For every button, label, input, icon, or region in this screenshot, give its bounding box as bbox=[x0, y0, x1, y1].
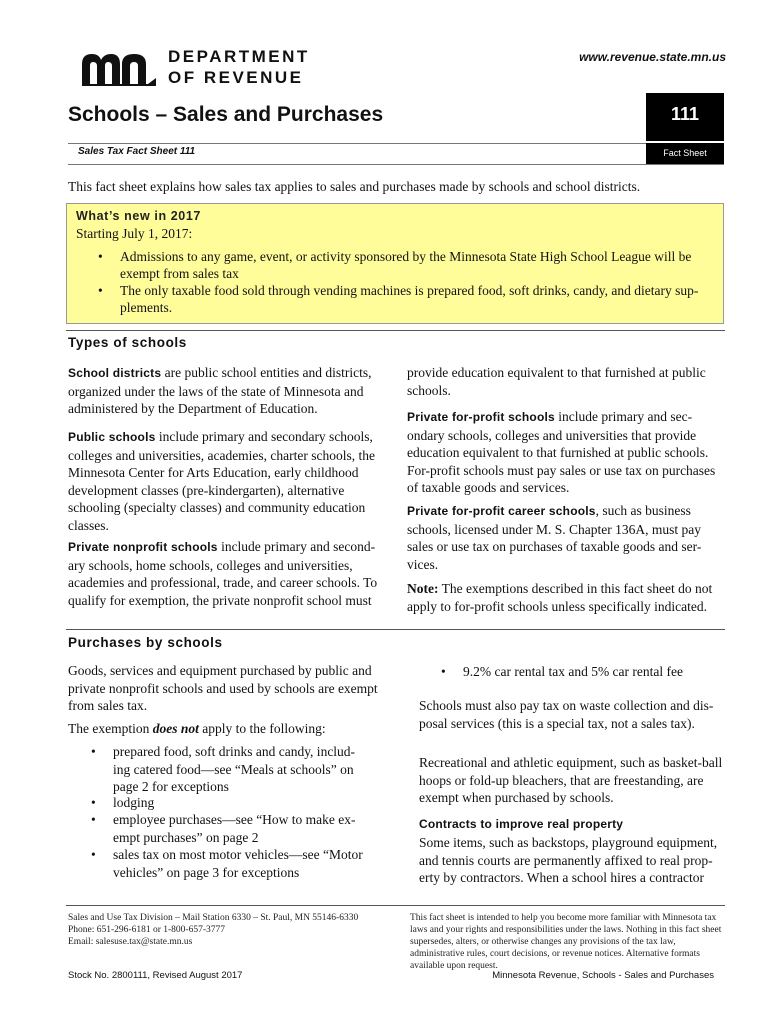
list-item: • lodging bbox=[91, 795, 155, 810]
page-title: Schools – Sales and Purchases bbox=[68, 103, 384, 126]
bullet-icon: • bbox=[91, 847, 96, 862]
bullet-icon: • bbox=[91, 812, 96, 827]
list-item: • prepared food, soft drinks and candy, includ-ing catered food—see “Meals at schools” on page 2 for exceptions bbox=[91, 744, 356, 794]
bullet-icon: • bbox=[98, 249, 103, 264]
list-item: • Admissions to any game, event, or activity sponsored by the Minnesota State High School League will be exempt from sales tax bbox=[98, 249, 692, 281]
note-paragraph: Note: The exemptions described in this fact sheet do not apply to for-profit schools unless specifically indicated. bbox=[407, 581, 713, 614]
whats-new-start: Starting July 1, 2017: bbox=[76, 226, 193, 241]
whats-new-title: What’s new in 2017 bbox=[76, 209, 201, 223]
section-heading-types: Types of schools bbox=[68, 335, 187, 350]
waste-collection-paragraph: Schools must also pay tax on waste collection and dis-posal services (this is a special tax, not a sales tax). bbox=[419, 698, 714, 731]
section-heading-purchases: Purchases by schools bbox=[68, 635, 223, 650]
forprofit-schools-paragraph: Private for-profit schools include primary and sec-ondary schools, colleges and universities that provide education equivalent to that furnished at public schools. For-profit schools must pay sales or use tax on purchases of taxable goods and services. bbox=[407, 409, 716, 495]
section-divider bbox=[66, 629, 725, 630]
list-item: • employee purchases—see “How to make ex-empt purchases” on page 2 bbox=[91, 812, 356, 845]
contracts-heading: Contracts to improve real property bbox=[419, 817, 624, 831]
recreational-equipment-paragraph: Recreational and athletic equipment, such as basket-ball hoops or fold-up bleachers, that are freestanding, are exempt when purchased by schools. bbox=[419, 755, 723, 805]
bullet-icon: • bbox=[441, 664, 446, 679]
nonprofit-continued-paragraph: provide education equivalent to that furnished at public schools. bbox=[407, 365, 706, 398]
bullet-icon: • bbox=[91, 744, 96, 759]
list-item: • sales tax on most motor vehicles—see “Motor vehicles” on page 3 for exceptions bbox=[91, 847, 363, 880]
list-item: • The only taxable food sold through vending machines is prepared food, soft drinks, candy, and dietary sup-plements. bbox=[98, 283, 699, 315]
department-name-line1: DEPARTMENT bbox=[168, 47, 310, 66]
fact-sheet-badge: Fact Sheet bbox=[646, 143, 724, 164]
exemption-paragraph: The exemption does not apply to the following: bbox=[68, 721, 326, 736]
career-schools-paragraph: Private for-profit career schools, such as business schools, licensed under M. S. Chapter 136A, must pay sales or use tax on purchases of taxable goods and ser-vices. bbox=[407, 503, 702, 572]
nonprofit-schools-paragraph: Private nonprofit schools include primary and second-ary schools, home schools, colleges and universities, academies and professional, trade, and career schools. To qualify for exemption, the private nonprofit school must bbox=[68, 539, 378, 608]
contracts-paragraph: Some items, such as backstops, playground equipment, and tennis courts are permanently affixed to real prop-erty by contractors. When a school hires a contractor bbox=[419, 835, 718, 885]
section-divider bbox=[66, 330, 725, 331]
purchases-exempt-paragraph: Goods, services and equipment purchased by public and private nonprofit schools and used by schools are exempt from sales tax. bbox=[68, 663, 378, 713]
mn-logo-icon bbox=[80, 50, 158, 86]
stock-number: Stock No. 2800111, Revised August 2017 bbox=[68, 970, 243, 981]
footer-document-name: Minnesota Revenue, Schools - Sales and Purchases bbox=[492, 970, 714, 981]
footer-contact: Sales and Use Tax Division – Mail Station 6330 – St. Paul, MN 55146-6330 Phone: 651-296-6181 or 1-800-657-3777 Email: salesuse.tax@state.mn.us bbox=[68, 913, 359, 947]
bullet-icon: • bbox=[91, 795, 96, 810]
public-schools-paragraph: Public schools include primary and secondary schools, colleges and universities, academies, charter schools, the Minnesota Center for Arts Education, early childhood development classes (pre-kindergarten), alternative schooling (specialty classes) and community education classes. bbox=[68, 429, 376, 533]
intro-paragraph: This fact sheet explains how sales tax applies to sales and purchases made by schools and school districts. bbox=[68, 179, 641, 194]
list-item: • 9.2% car rental tax and 5% car rental fee bbox=[441, 664, 684, 679]
sheet-subtitle: Sales Tax Fact Sheet 111 bbox=[78, 146, 196, 157]
website-url[interactable]: www.revenue.state.mn.us bbox=[579, 50, 726, 64]
bullet-icon: • bbox=[98, 283, 103, 298]
school-districts-paragraph: School districts are public school entities and districts, organized under the laws of the state of Minnesota and administered by the Department of Education. bbox=[68, 365, 372, 416]
footer-divider bbox=[66, 905, 725, 906]
footer-disclaimer: This fact sheet is intended to help you become more familiar with Minnesota tax laws and your rights and responsibilities under the laws. Nothing in this fact sheet supersedes, alters, or otherwise changes any provisions of the tax law, administrative rules, court decisions, or revenue notices. Alternative formats available upon request. bbox=[410, 913, 722, 971]
department-name-line2: OF REVENUE bbox=[168, 68, 304, 87]
sheet-number-badge: 111 bbox=[646, 93, 724, 141]
